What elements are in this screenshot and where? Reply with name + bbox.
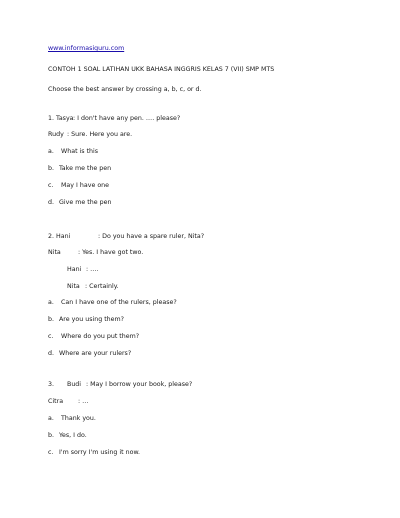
q2-option-d-text[interactable]: Where are your rulers?: [59, 350, 132, 357]
q3-speaker-2: Citra: [48, 398, 64, 405]
q2-text-2: : Yes. I have got two.: [78, 249, 144, 256]
q1-speaker-2: Rudy: [48, 131, 64, 138]
q1-speaker-1: 1. Tasya: [48, 115, 74, 122]
document-title: CONTOH 1 SOAL LATIHAN UKK BAHASA INGGRIS KELAS 7 (VII) SMP MTS: [48, 66, 275, 73]
q1-option-b-text[interactable]: Take me the pen: [59, 165, 112, 172]
q2-option-c-letter[interactable]: c.: [48, 333, 54, 340]
q2-option-a-letter[interactable]: a.: [48, 299, 54, 306]
q3-number: 3.: [48, 381, 55, 388]
q2-text-3: : ….: [86, 266, 99, 273]
q3-speaker-1: Budi: [67, 381, 82, 388]
q3-option-c-letter[interactable]: c.: [48, 449, 54, 456]
q2-option-b-text[interactable]: Are you using them?: [59, 316, 125, 323]
q3-option-c-text[interactable]: I'm sorry I'm using it now.: [59, 449, 141, 456]
q1-option-a-text[interactable]: What is this: [61, 148, 99, 155]
q1-option-c-letter[interactable]: c.: [48, 182, 54, 189]
q2-text-1: : Do you have a spare ruler, Nita?: [98, 233, 205, 240]
q2-speaker-2: Nita: [48, 249, 61, 256]
q2-speaker-1: 2. Hani: [48, 233, 71, 240]
q2-option-d-letter[interactable]: d.: [48, 350, 54, 357]
q1-text-2: : Sure. Here you are.: [67, 131, 133, 138]
q2-option-c-text[interactable]: Where do you put them?: [61, 333, 140, 340]
q2-option-b-letter[interactable]: b.: [48, 316, 54, 323]
q3-option-a-letter[interactable]: a.: [48, 415, 54, 422]
q2-speaker-3: Hani: [67, 266, 82, 273]
instruction: Choose the best answer by crossing a, b, c, or d.: [48, 86, 202, 93]
q1-option-d-letter[interactable]: d.: [48, 199, 54, 206]
q2-speaker-4: Nita: [67, 283, 80, 290]
q3-option-b-text[interactable]: Yes, I do.: [59, 432, 87, 439]
q1-text-1: : I don't have any pen. …. please?: [73, 115, 181, 122]
q1-option-c-text[interactable]: May I have one: [61, 182, 110, 189]
q1-option-b-letter[interactable]: b.: [48, 165, 54, 172]
q3-option-a-text[interactable]: Thank you.: [61, 415, 96, 422]
website-link[interactable]: www.informasiguru.com: [48, 45, 125, 52]
q1-option-d-text[interactable]: Give me the pen: [59, 199, 112, 206]
q1-option-a-letter[interactable]: a.: [48, 148, 54, 155]
q2-text-4: : Certainly.: [85, 283, 119, 290]
q3-text-2: : …: [78, 398, 89, 405]
q3-text-1: : May I borrow your book, please?: [86, 381, 193, 388]
q3-option-b-letter[interactable]: b.: [48, 432, 54, 439]
q2-option-a-text[interactable]: Can I have one of the rulers, please?: [61, 299, 177, 306]
